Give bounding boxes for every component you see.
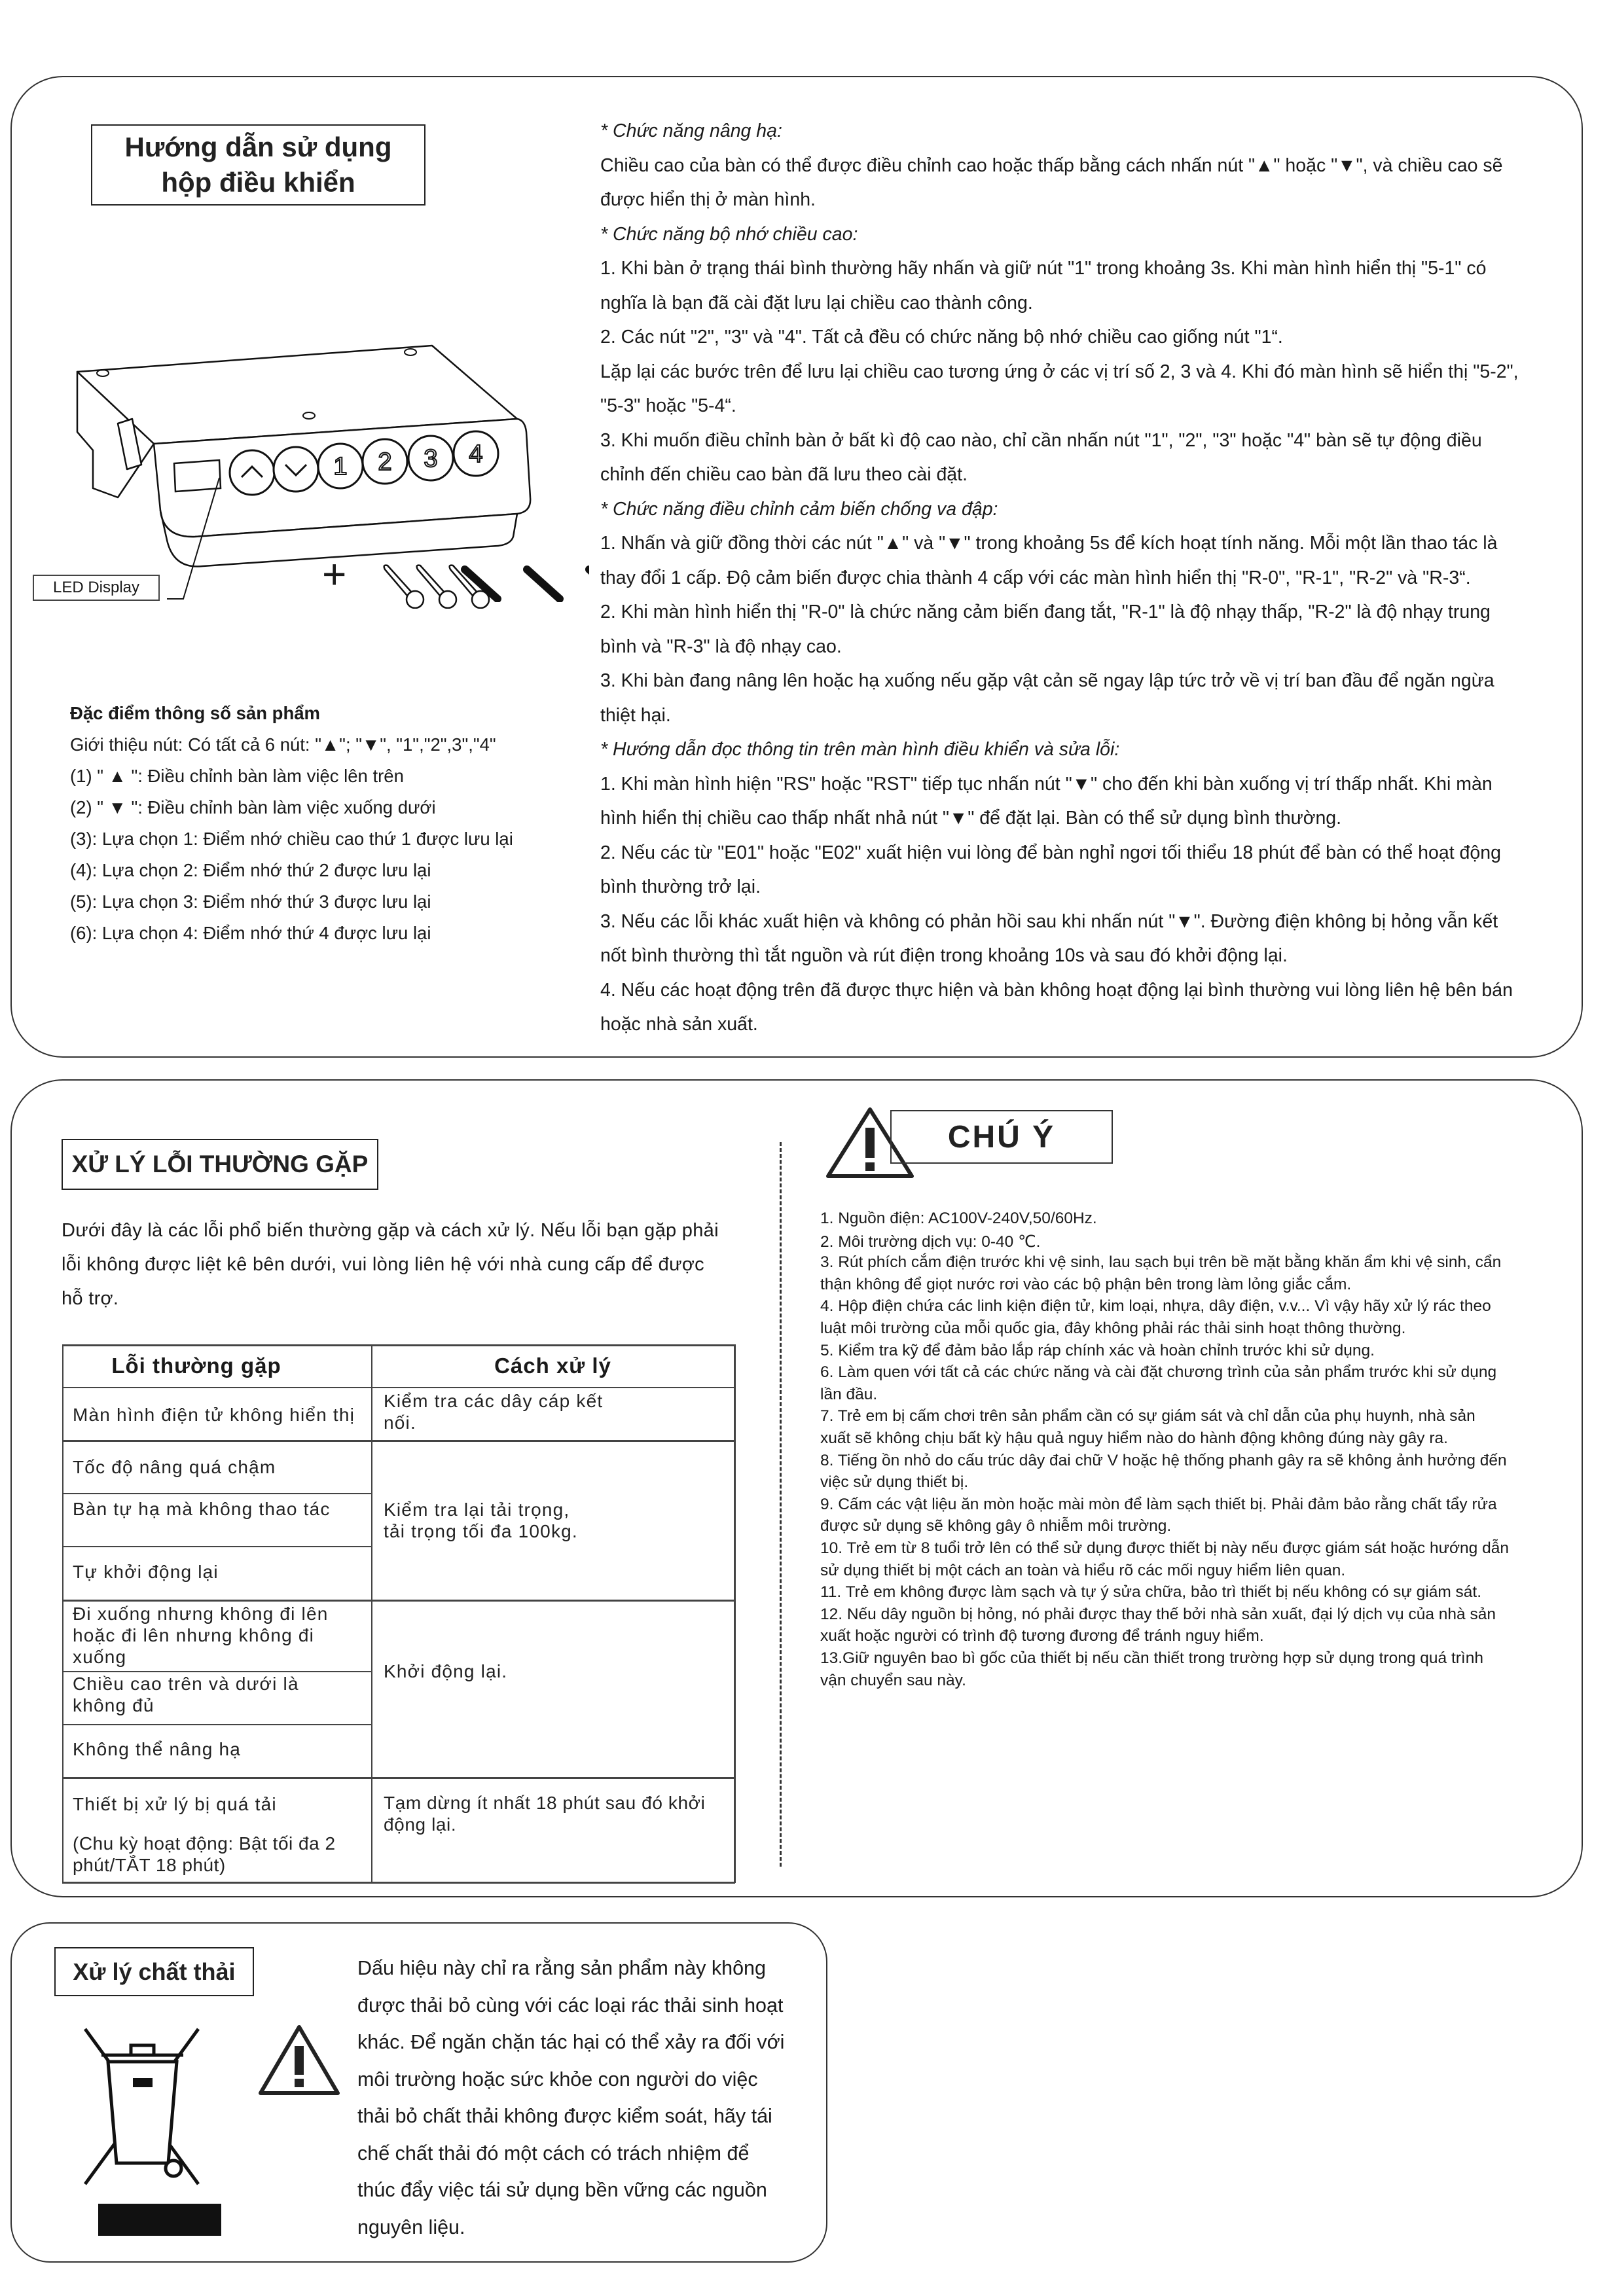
instruction-line: 2. Các nút "2", "3" và "4". Tất cả đều có chức năng bộ nhớ chiều cao giống nút "1“. xyxy=(600,327,1283,348)
waste-text-line: thúc đẩy việc tái sử dụng bền vững các nguồn xyxy=(357,2179,767,2201)
waste-text-line: nguyên liệu. xyxy=(357,2215,465,2238)
error-cell: Đi xuống nhưng không đi lên hoặc đi lên nhưng không đi xuống xyxy=(73,1604,329,1667)
error-cell: Chiều cao trên và dưới là không đủ xyxy=(73,1674,299,1715)
troubleshooting-panel xyxy=(10,1079,1583,1897)
crossed-bin-icon xyxy=(82,2026,203,2189)
header-solution: Cách xử lý xyxy=(494,1353,611,1378)
plus-sign: + xyxy=(322,550,347,598)
caution-item-line: 4. Hộp điện chứa các linh kiện điện tử, kim loại, nhựa, dây điện, v.v... Vì vậy hãy xử lý rác theo xyxy=(820,1297,1491,1316)
caution-item-line: việc sử dụng thiết bị. xyxy=(820,1473,969,1492)
title-line-2: hộp điều khiển xyxy=(161,167,355,198)
waste-text-line: được thải bỏ cùng với các loại rác thải sinh hoạt xyxy=(357,1994,784,2017)
instruction-line: 3. Khi muốn điều chỉnh bàn ở bất kì độ cao nào, chỉ cần nhấn nút "1", "2", "3" hoặc "4" bàn sẽ tự động điều xyxy=(600,429,1482,451)
caution-item-line: 12. Nếu dây nguồn bị hỏng, nó phải được thay thế bởi nhà sản xuất, đại lý dịch vụ của nhà sản xyxy=(820,1605,1496,1623)
screws-illustration xyxy=(380,563,537,609)
waste-text-line: thải bỏ chất thải không được kiểm soát, hãy tái xyxy=(357,2105,772,2127)
caution-item-line: 2. Môi trường dịch vụ: 0-40 ℃. xyxy=(820,1232,1041,1251)
header-common-errors: Lỗi thường gặp xyxy=(111,1353,281,1378)
instruction-line: 3. Nếu các lỗi khác xuất hiện và không có phản hồi sau khi nhấn nút "▼". Đường điện không bị hỏng vẫn kết xyxy=(600,910,1498,932)
instruction-line: 3. Khi bàn đang nâng lên hoặc hạ xuống nếu gặp vật cản sẽ ngay lập tức trở về vị trí ban đầu để ngăn ngừa xyxy=(600,670,1494,691)
solution-cell: Kiểm tra lại tải trọng, tải trọng tối đa 100kg. xyxy=(384,1499,578,1541)
instruction-line: 2. Khi màn hình hiển thị "R-0" là chức năng cảm biến đang tắt, "R-1" là độ nhạy thấp, "R-2" là độ nhạy trung xyxy=(600,601,1491,622)
spec-line: Giới thiệu nút: Có tất cả 6 nút: "▲"; "▼", "1","2",3","4" xyxy=(70,734,496,755)
caution-item-line: luật môi trường của mỗi quốc gia, đây không phải rác thải sinh hoạt thông thường. xyxy=(820,1319,1406,1337)
instruction-line: "5-3" hoặc "5-4“. xyxy=(600,395,736,416)
instruction-line: hình hiển thị chiều cao thấp nhất nhả nút "▼" để đặt lại. Bàn có thể sử dụng bình thường. xyxy=(600,808,1342,829)
error-cell: Tốc độ nâng quá chậm xyxy=(73,1457,276,1477)
instruction-line: thiệt hại. xyxy=(600,704,671,726)
caution-item-line: sử dụng thiết bị một cách an toàn và hiểu rõ các mối nguy hiểm liên quan. xyxy=(820,1561,1346,1579)
caution-item-line: vận chuyển sau này. xyxy=(820,1671,966,1689)
control-box-guide-title xyxy=(91,124,425,206)
error-cell: Màn hình điện tử không hiển thị xyxy=(73,1405,355,1425)
instruction-line: Lặp lại các bước trên để lưu lại chiều cao tương ứng ở các vị trí số 2, 3 và 4. Khi đó màn hình sẽ hiển thị "5-2", xyxy=(600,361,1519,382)
caution-item-line: 10. Trẻ em từ 8 tuổi trở lên có thể sử dụng được thiết bị này nếu được giám sát hoặc hướng dẫn xyxy=(820,1539,1509,1557)
led-display-window xyxy=(174,460,221,492)
button-label-4: 4 xyxy=(469,440,483,468)
solution-cell: Khởi động lại. xyxy=(384,1661,508,1681)
intro-line: hỗ trợ. xyxy=(62,1288,119,1309)
error-cell: (Chu kỳ hoạt động: Bật tối đa 2 phút/TẮT 18 phút) xyxy=(73,1833,336,1875)
led-display-label xyxy=(33,575,160,601)
instruction-heading: * Hướng dẫn đọc thông tin trên màn hình điều khiển và sửa lỗi: xyxy=(600,739,1120,760)
waste-text-line: chế chất thải đó một cách có trách nhiệm để xyxy=(357,2142,750,2164)
instruction-line: nốt bình thường thì tắt nguồn và rút điện trong khoảng 10s và sau đó khởi động lại. xyxy=(600,945,1288,966)
error-cell: Bàn tự hạ mà không thao tác xyxy=(73,1499,331,1519)
waste-text-line: môi trường hoặc sức khỏe con người do việc xyxy=(357,2068,758,2090)
spec-line: (3): Lựa chọn 1: Điểm nhớ chiều cao thứ 1 được lưu lại xyxy=(70,829,513,849)
button-label-2: 2 xyxy=(378,448,392,476)
intro-line: lỗi không được liệt kê bên dưới, vui lòng liên hệ với nhà cung cấp để được xyxy=(62,1254,704,1275)
instruction-heading: * Chức năng điều chỉnh cảm biến chống va đập: xyxy=(600,498,998,520)
spec-line: (5): Lựa chọn 3: Điểm nhớ thứ 3 được lưu lại xyxy=(70,891,431,912)
instruction-line: 2. Nếu các từ "E01" hoặc "E02" xuất hiện vui lòng để bàn nghỉ ngơi tối thiểu 18 phút để bàn có thể hoạt động xyxy=(600,842,1501,863)
caution-item-line: xuất sẽ không chịu bất kỳ hậu quả nguy hiểm nào do hành động không đúng này gây ra. xyxy=(820,1429,1448,1447)
caution-item-line: 11. Trẻ em không được làm sạch và tự ý sửa chữa, bảo trì thiết bị nếu không có sự giám sát. xyxy=(820,1583,1482,1602)
warning-triangle-icon xyxy=(257,2024,342,2097)
error-cell: Không thể nâng hạ xyxy=(73,1739,242,1759)
caution-item-line: được sử dụng sẽ không gây ô nhiễm môi trường. xyxy=(820,1517,1172,1535)
caution-item-line: 6. Làm quen với tất cả các chức năng và cài đặt chương trình của sản phẩm trước khi sử dụng xyxy=(820,1363,1497,1382)
spec-line: (6): Lựa chọn 4: Điểm nhớ thứ 4 được lưu lại xyxy=(70,923,431,943)
caution-item-line: 8. Tiếng ồn nhỏ do cấu trúc dây đai chữ V hoặc hệ thống phanh gây ra sẽ không ảnh hưởng đến xyxy=(820,1451,1507,1469)
instruction-heading: * Chức năng nâng hạ: xyxy=(600,120,782,141)
down-button xyxy=(274,447,318,492)
spec-line: (1) " ▲ ": Điều chỉnh bàn làm việc lên trên xyxy=(70,766,404,786)
caution-item-line: 5. Kiểm tra kỹ để đảm bảo lắp ráp chính xác và hoàn chỉnh trước khi sử dụng. xyxy=(820,1341,1375,1359)
caution-item-line: 3. Rút phích cắm điện trước khi vệ sinh, lau sạch bụi trên bề mặt bằng khăn ẩm khi vệ sinh, cẩn xyxy=(820,1253,1502,1272)
instruction-line: nghĩa là bạn đã cài đặt lưu lại chiều cao thành công. xyxy=(600,292,1033,314)
instruction-line: bình thường trở lại. xyxy=(600,876,761,897)
led-display-label-text: LED Display xyxy=(52,579,140,596)
instruction-line: 1. Khi bàn ở trạng thái bình thường hãy nhấn và giữ nút "1" trong khoảng 3s. Khi màn hình hiển thị "5-1" có xyxy=(600,258,1487,279)
intro-line: Dưới đây là các lỗi phổ biến thường gặp và cách xử lý. Nếu lỗi bạn gặp phải xyxy=(62,1220,719,1241)
caution-item-line: 1. Nguồn điện: AC100V-240V,50/60Hz. xyxy=(820,1210,1097,1227)
up-button xyxy=(230,450,274,495)
section-divider xyxy=(780,1142,782,1867)
caution-item-line: 9. Cấm các vật liệu ăn mòn hoặc mài mòn để làm sạch thiết bị. Phải đảm bảo rằng chất tẩy rửa xyxy=(820,1495,1497,1513)
instruction-line: Chiều cao của bàn có thể được điều chỉnh cao hoặc thấp bằng cách nhấn nút "▲" hoặc "▼", và chiều cao sẽ xyxy=(600,154,1503,176)
waste-text-line: khác. Để ngăn chặn tác hại có thể xảy ra đối với xyxy=(357,2031,785,2053)
spec-heading: Đặc điểm thông số sản phẩm xyxy=(70,703,321,723)
spec-line: (4): Lựa chọn 2: Điểm nhớ thứ 2 được lưu lại xyxy=(70,860,431,880)
button-label-1: 1 xyxy=(333,453,348,480)
instruction-heading: * Chức năng bộ nhớ chiều cao: xyxy=(600,223,858,245)
instruction-line: 4. Nếu các hoạt động trên đã được thực hiện và bàn không hoạt động lại bình thường vui lòng liên hệ bên bán xyxy=(600,979,1513,1001)
solution-cell: Tạm dừng ít nhất 18 phút sau đó khởi động lại. xyxy=(384,1793,706,1835)
instruction-line: 1. Khi màn hình hiện "RS" hoặc "RST" tiếp tục nhấn nút "▼" cho đến khi bàn xuống vị trí thấp nhất. Khi màn xyxy=(600,773,1493,795)
waste-text-line: Dấu hiệu này chỉ ra rằng sản phẩm này không xyxy=(357,1957,766,1979)
waste-disposal-title: Xử lý chất thải xyxy=(54,1947,254,1996)
caution-title: CHÚ Ý xyxy=(947,1119,1056,1155)
error-cell: Thiết bị xử lý bị quá tải xyxy=(73,1794,277,1814)
spec-line: (2) " ▼ ": Điều chỉnh bàn làm việc xuống dưới xyxy=(70,797,436,817)
solution-cell: Kiểm tra các dây cáp kết nối. xyxy=(384,1391,604,1433)
instruction-line: hoặc nhà sản xuất. xyxy=(600,1014,758,1035)
caution-item-line: 13.Giữ nguyên bao bì gốc của thiết bị nếu cần thiết trong trường hợp sử dụng trong quá trình xyxy=(820,1649,1483,1667)
instruction-line: được hiển thị ở màn hình. xyxy=(600,189,816,210)
instruction-line: 1. Nhấn và giữ đồng thời các nút "▲" và "▼" trong khoảng 5s để kích hoạt tính năng. Mỗi một lần thao tác là xyxy=(600,533,1498,554)
caution-item-line: thận không để giọt nước rơi vào các bộ phận bên trong làm lỏng giắc cắm. xyxy=(820,1275,1352,1293)
caution-item-line: lần đầu. xyxy=(820,1385,878,1403)
caution-item-line: xuất hoặc người có trình độ tương đương để tránh nguy hiểm. xyxy=(820,1627,1264,1645)
instruction-line: thay đổi 1 cấp. Độ cảm biến được chia thành 4 cấp với các màn hình hiển thị "R-0", "R-1", "R-2" và "R-3“. xyxy=(600,567,1471,588)
title-line-1: Hướng dẫn sử dụng xyxy=(124,132,392,162)
bin-black-bar xyxy=(98,2204,221,2236)
caution-title-box xyxy=(890,1110,1113,1164)
caution-item-line: 7. Trẻ em bị cấm chơi trên sản phẩm cần có sự giám sát và chỉ dẫn của phụ huynh, nhà sản xyxy=(820,1407,1475,1426)
troubleshooting-title: XỬ LÝ LỖI THƯỜNG GẶP xyxy=(62,1139,378,1190)
instruction-line: bình và "R-3" là độ nhạy cao. xyxy=(600,636,842,657)
error-cell: Tự khởi động lại xyxy=(73,1562,219,1582)
button-label-3: 3 xyxy=(424,445,438,473)
instruction-line: chỉnh đến chiều cao bàn đã lưu theo cài đặt. xyxy=(600,464,968,485)
